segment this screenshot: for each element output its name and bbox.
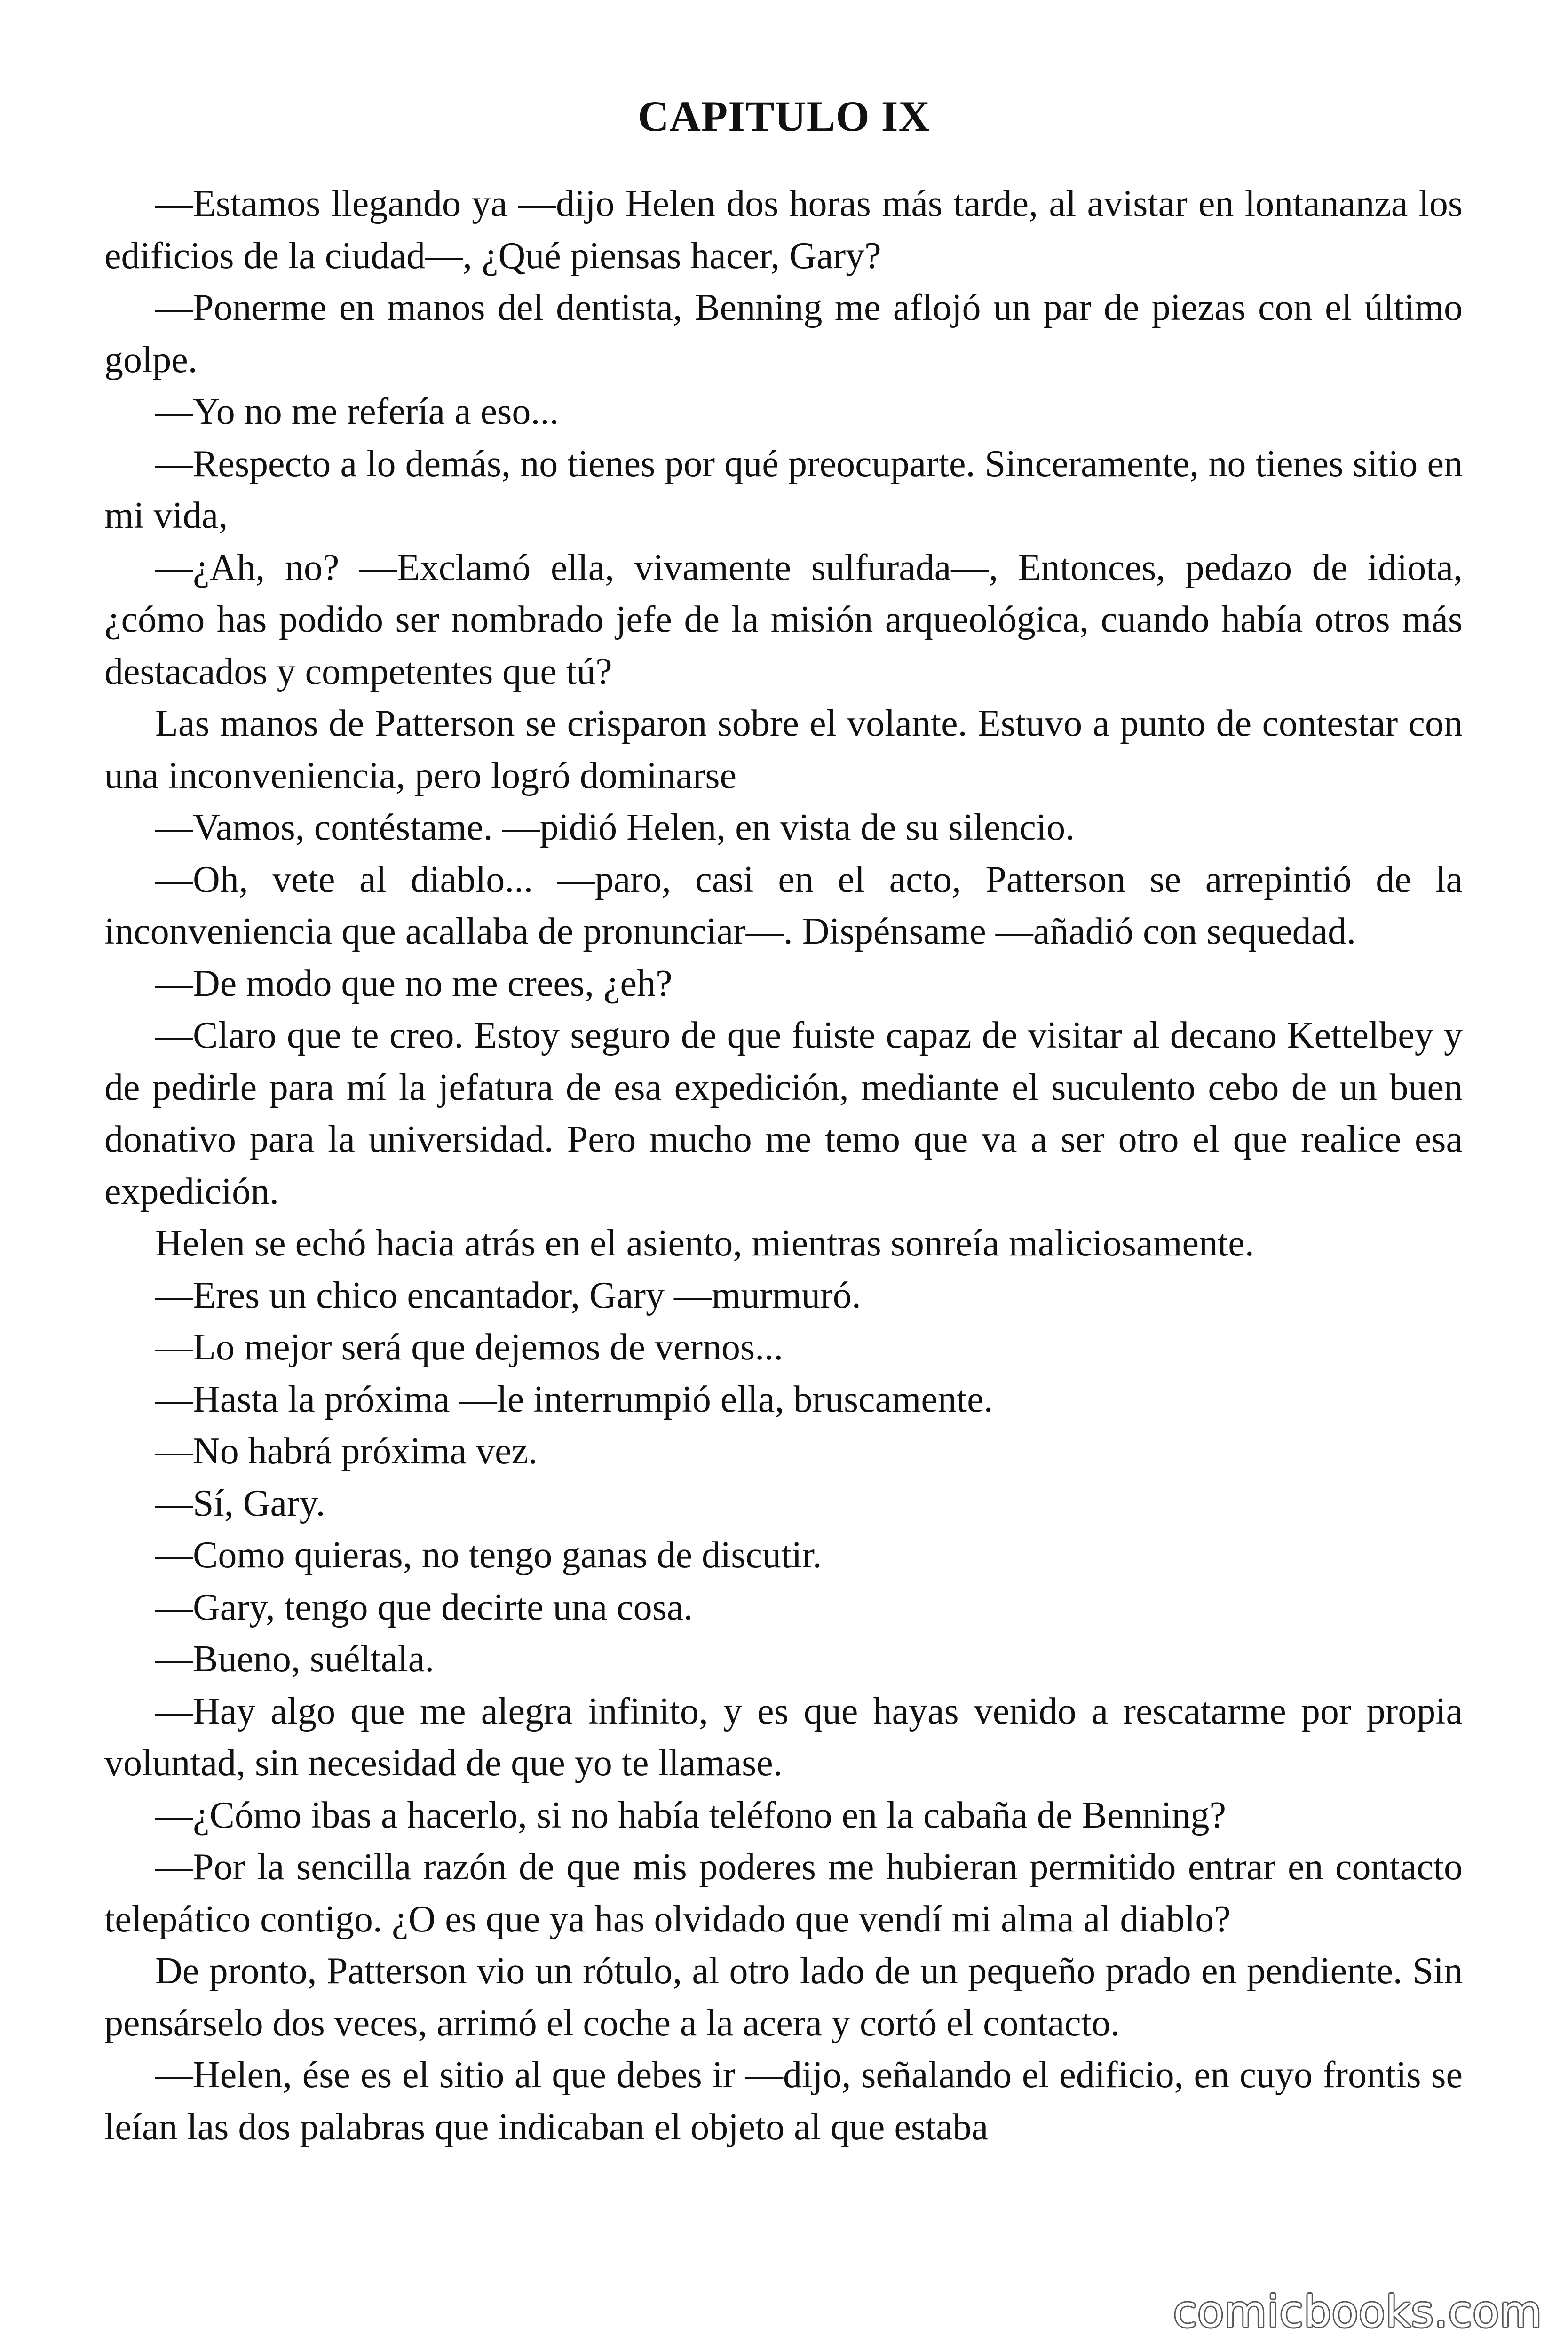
watermark: comicbooks.com [1173,2287,1542,2337]
paragraph: —Ponerme en manos del dentista, Benning me aflojó un par de piezas con el último golpe. [104,287,1463,381]
paragraph: —Helen, ése es el sitio al que debes ir —dijo, señalando el edificio, en cuyo frontis se leían las dos palabras que indicaban el objeto al que estaba [104,2054,1463,2148]
paragraph: —Como quieras, no tengo ganas de discutir. [155,1534,822,1576]
paragraph: Las manos de Patterson se crisparon sobre el volante. Estuvo a punto de contestar con una inconveniencia, pero logró dominarse [104,703,1463,796]
paragraph: —¿Ah, no? —Exclamó ella, vivamente sulfurada—, Entonces, pedazo de idiota, ¿cómo has podido ser nombrado jefe de la misión arqueológica, cuando había otros más destacados y competentes que tú? [104,547,1463,692]
paragraph: De pronto, Patterson vio un rótulo, al otro lado de un pequeño prado en pendiente. Sin pensárselo dos veces, arrimó el coche a la acera y cortó el contacto. [104,1950,1463,2044]
paragraph: —Respecto a lo demás, no tienes por qué preocuparte. Sinceramente, no tienes sitio en mi vida, [104,443,1463,536]
paragraph: Helen se echó hacia atrás en el asiento, mientras sonreía maliciosamente. [155,1223,1254,1264]
paragraph: —Hay algo que me alegra infinito, y es que hayas venido a rescatarme por propia voluntad, sin necesidad de que yo te llamase. [104,1690,1463,1784]
paragraph: —Sí, Gary. [155,1482,325,1524]
paragraph: —Lo mejor será que dejemos de vernos... [155,1327,784,1368]
paragraph: —Eres un chico encantador, Gary —murmuró. [155,1274,861,1316]
paragraph: —De modo que no me crees, ¿eh? [155,962,673,1004]
paragraph: —Gary, tengo que decirte una cosa. [155,1586,693,1628]
paragraph: —Oh, vete al diablo... —paro, casi en el acto, Patterson se arrepintió de la inconveniencia que acallaba de pronunciar—. Dispénsame —añadió con sequedad. [104,858,1463,952]
chapter-body [104,178,1463,2295]
paragraph: —Yo no me refería a eso... [155,391,559,432]
paragraph: —No habrá próxima vez. [155,1430,538,1472]
chapter-title: CAPITULO IX [638,92,930,140]
paragraph: —Vamos, contéstame. —pidió Helen, en vista de su silencio. [155,807,1075,848]
paragraph: —Bueno, suéltala. [155,1638,435,1680]
paragraph: —Claro que te creo. Estoy seguro de que fuiste capaz de visitar al decano Kettelbey y de pedirle para mí la jefatura de esa expedición, mediante el suculento cebo de un buen donativo para la universidad. Pero mucho me temo que va a ser otro el que realice esa expedición. [104,1015,1463,1212]
paragraph: —¿Cómo ibas a hacerlo, si no había teléfono en la cabaña de Benning? [155,1794,1226,1836]
paragraph: —Estamos llegando ya —dijo Helen dos horas más tarde, al avistar en lontananza los edificios de la ciudad—, ¿Qué piensas hacer, Gary? [104,183,1463,277]
paragraph: —Hasta la próxima —le interrumpió ella, bruscamente. [155,1378,993,1420]
paragraph: —Por la sencilla razón de que mis poderes me hubieran permitido entrar en contacto telepático contigo. ¿O es que ya has olvidado que vendí mi alma al diablo? [104,1846,1463,1940]
